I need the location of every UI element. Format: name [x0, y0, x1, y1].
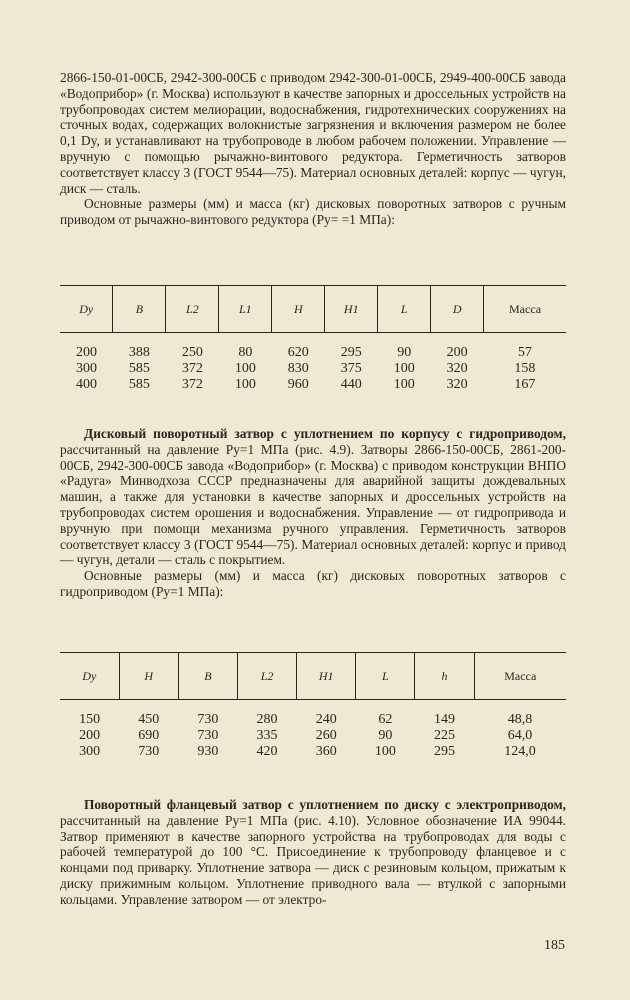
table-cell: 100	[234, 377, 256, 392]
table-cell: 100	[393, 361, 415, 376]
column-header: h	[415, 653, 474, 700]
column-header: L1	[219, 286, 272, 333]
table-cell: 80	[238, 345, 253, 360]
table-cell: 375	[340, 361, 362, 376]
section-3-text	[60, 797, 566, 908]
dimensions-table-1	[60, 285, 566, 393]
table-cell: 420	[256, 744, 278, 759]
table-cell: 360	[315, 744, 337, 759]
column-header: L2	[166, 286, 219, 333]
table-cell: 62	[378, 712, 393, 727]
column-header: B	[178, 653, 237, 700]
table-cell: 830	[287, 361, 309, 376]
table-cell: 100	[374, 744, 396, 759]
section-2-text	[60, 426, 566, 568]
table-row	[60, 744, 566, 760]
table-1-intro: Основные размеры (мм) и масса (кг) дисковых поворотных затворов с ручным приводом от рычажно-винтового редуктора (Py= =1 МПа):	[60, 196, 566, 228]
table-cell: 200	[446, 345, 468, 360]
table-cell: 400	[75, 377, 97, 392]
table-cell: 440	[340, 377, 362, 392]
section-2	[60, 426, 566, 600]
table-cell: 200	[79, 728, 101, 743]
table-cell: 90	[378, 728, 393, 743]
table-cell: 730	[138, 744, 160, 759]
table-cell: 320	[446, 361, 468, 376]
table-cell: 149	[434, 712, 456, 727]
table-cell: 295	[340, 345, 362, 360]
table-cell: 620	[287, 345, 309, 360]
table-cell: 585	[128, 361, 150, 376]
table-cell: 124,0	[504, 744, 536, 759]
table-cell: 372	[181, 377, 203, 392]
table-cell: 690	[138, 728, 160, 743]
table-cell: 320	[446, 377, 468, 392]
column-header: L	[378, 286, 431, 333]
column-header: H	[272, 286, 325, 333]
table-cell: 300	[75, 361, 97, 376]
column-header: L	[356, 653, 415, 700]
table-cell: 200	[75, 345, 97, 360]
table-row	[60, 377, 566, 393]
section-2-title: Дисковый поворотный затвор с уплотнением по корпусу с гидроприводом,	[84, 426, 566, 441]
column-header: Масса	[474, 653, 566, 700]
table-cell: 100	[393, 377, 415, 392]
page-number: 185	[544, 938, 565, 953]
table-row	[60, 700, 566, 729]
table-row	[60, 333, 566, 362]
table-cell: 450	[138, 712, 160, 727]
table-cell: 225	[434, 728, 456, 743]
column-header: B	[113, 286, 166, 333]
paragraph-1-text: 2866-150-01-00СБ, 2942-300-00СБ с приводом 2942-300-01-00СБ, 2949-400-00СБ завода «Водоприбор» (г. Москва) используют в качестве запорных и дроссельных устройств на трубопроводах систем мелиорации, водоснабжения, гидротехнических сооружениях на сточных водах, содержащих волокнистые загрязнения и включения размером не более 0,1 Dy, и устанавливают на трубопроводе в любом рабочем положении. Управление — вручную с помощью рычажно-винтового редуктора. Герметичность затворов соответствует классу 3 (ГОСТ 9544—75). Материал основных деталей: корпус — чугун, диск — сталь.	[60, 70, 566, 196]
dimensions-table-2	[60, 652, 566, 760]
table-cell: 250	[181, 345, 203, 360]
column-header: D	[431, 286, 484, 333]
column-header: H1	[325, 286, 378, 333]
table-cell: 57	[517, 345, 532, 360]
column-header: L2	[237, 653, 296, 700]
paragraph-1	[60, 70, 566, 228]
table-2-intro: Основные размеры (мм) и масса (кг) дисковых поворотных затворов с гидроприводом (Py=1 МПа):	[60, 568, 566, 599]
column-header: Dy	[60, 286, 113, 333]
table-cell: 48,8	[507, 712, 533, 727]
table-cell: 300	[79, 744, 101, 759]
table-cell: 730	[197, 712, 219, 727]
table-cell: 295	[434, 744, 456, 759]
table-cell: 90	[397, 345, 412, 360]
table-cell: 585	[128, 377, 150, 392]
column-header: H1	[297, 653, 356, 700]
table-cell: 372	[181, 361, 203, 376]
table-cell: 930	[197, 744, 219, 759]
table-cell: 150	[79, 712, 101, 727]
column-header: Dy	[60, 653, 119, 700]
table-cell: 280	[256, 712, 278, 727]
table-cell: 240	[315, 712, 337, 727]
table-cell: 64,0	[507, 728, 533, 743]
table-cell: 100	[234, 361, 256, 376]
table-cell: 730	[197, 728, 219, 743]
section-2-body: рассчитанный на давление Py=1 МПа (рис. 4.9). Затворы 2866-150-00СБ, 2861-200-00СБ, 2942-300-00СБ завода «Водоприбор» (г. Москва) с приводом конструкции ВНПО «Радуга» Минводхоза СССР предназначены для аварийной защиты дождевальных машин, а также для установки в качестве запорных и дроссельных устройств на трубопроводах систем орошения и водоснабжения. Управление — от гидропривода и вручную при помощи механизма ручного управления. Герметичность затворов соответствует классу 3 (ГОСТ 9544—75). Материал основных деталей: корпус и привод — чугун, детали — сталь с покрытием.	[60, 441, 566, 568]
table-cell: 167	[514, 377, 536, 392]
table-row	[60, 361, 566, 377]
table-cell: 335	[256, 728, 278, 743]
section-3-title: Поворотный фланцевый затвор с уплотнением по диску с электроприводом,	[84, 797, 566, 812]
column-header: H	[119, 653, 178, 700]
table-cell: 388	[128, 345, 150, 360]
section-3-body: рассчитанный на давление Py=1 МПа (рис. 4.10). Условное обозначение ИА 99044. Затвор применяют в качестве запорного устройства на трубопроводах для воды с рабочей температурой до 100 °С. Присоединение к трубопроводу фланцевое и с концами под приварку. Уплотнение затвора — диск с резиновым кольцом, прижатым к диску прижимным кольцом. Уплотнение приводного вала — втулкой с запорными кольцами. Управление затвором — от электро-	[60, 812, 566, 907]
table-row	[60, 728, 566, 744]
column-header: Масса	[484, 286, 566, 333]
table-cell: 960	[287, 377, 309, 392]
table-cell: 260	[315, 728, 337, 743]
section-3	[60, 797, 566, 908]
table-cell: 158	[514, 361, 536, 376]
